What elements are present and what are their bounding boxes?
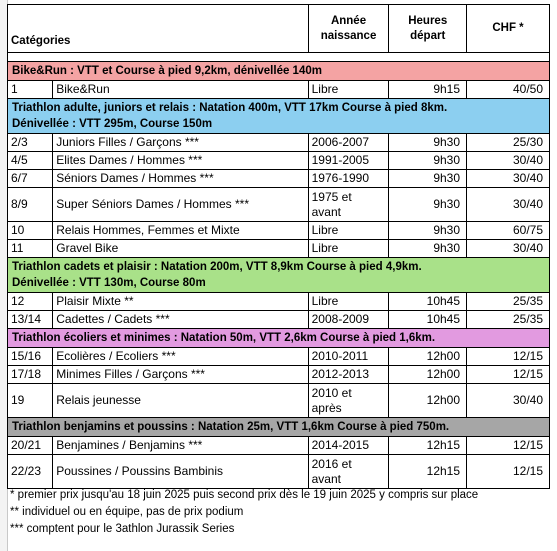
section-band — [8, 258, 550, 293]
cell-category[interactable]: Ecolières / Ecoliers *** — [53, 348, 308, 366]
cell-year[interactable] — [308, 348, 389, 366]
cell-year-line: 2014-2015 — [311, 438, 370, 452]
cell-number[interactable]: 19 — [8, 384, 53, 418]
registration-table — [7, 4, 550, 489]
cell-year[interactable] — [308, 134, 389, 152]
table-body — [8, 5, 550, 489]
table-row — [8, 134, 550, 152]
cell-time[interactable]: 12h15 — [389, 437, 467, 455]
cell-category[interactable]: Bike&Run — [53, 81, 308, 99]
cell-year-line: 2010-2011 — [311, 349, 369, 363]
cell-year-line: Libre — [311, 241, 339, 255]
cell-year[interactable] — [308, 384, 389, 418]
cell-price[interactable]: 30/40 — [467, 384, 550, 418]
cell-number[interactable]: 15/16 — [8, 348, 53, 366]
cell-category[interactable]: Super Séniors Dames / Hommes *** — [53, 188, 308, 222]
footnote-individual[interactable]: ** individuel ou en équipe, pas de prix podium — [10, 506, 244, 518]
cell-number[interactable]: 22/23 — [8, 455, 53, 489]
cell-number[interactable]: 12 — [8, 293, 53, 311]
section-title-line: Bike&Run : VTT et Course à pied 9,2km, dénivellée 140m — [12, 65, 322, 77]
cell-category[interactable]: Elites Dames / Hommes *** — [53, 152, 308, 170]
cell-category[interactable]: Benjamines / Benjamins *** — [53, 437, 308, 455]
cell-number[interactable]: 8/9 — [8, 188, 53, 222]
section-title-line: Dénivellée : VTT 130m, Course 80m — [12, 277, 206, 289]
cell-price[interactable]: 12/15 — [467, 437, 550, 455]
cell-year[interactable] — [308, 366, 389, 384]
cell-year[interactable] — [308, 240, 389, 258]
cell-year-line: avant — [311, 204, 341, 219]
cell-category[interactable]: Minimes Filles / Garçons *** — [53, 366, 308, 384]
section-title-cell[interactable] — [8, 99, 550, 134]
cell-year[interactable] — [308, 293, 389, 311]
cell-time[interactable]: 12h00 — [389, 348, 467, 366]
cell-price[interactable]: 30/40 — [467, 188, 550, 222]
cell-category[interactable]: Poussines / Poussins Bambinis — [53, 455, 308, 489]
section-title-cell[interactable] — [8, 329, 550, 348]
cell-year[interactable] — [308, 81, 389, 99]
section-title-cell[interactable] — [8, 62, 550, 81]
cell-price[interactable]: 60/75 — [467, 222, 550, 240]
cell-year-line: Libre — [311, 82, 339, 96]
table-row — [8, 81, 550, 99]
cell-category[interactable]: Relais jeunesse — [53, 384, 308, 418]
cell-time[interactable]: 9h30 — [389, 222, 467, 240]
cell-price[interactable]: 40/50 — [467, 81, 550, 99]
cell-number[interactable]: 17/18 — [8, 366, 53, 384]
cell-year-line: avant — [311, 471, 341, 486]
cell-number[interactable]: 2/3 — [8, 134, 53, 152]
cell-time[interactable]: 9h30 — [389, 188, 467, 222]
cell-time[interactable]: 9h30 — [389, 240, 467, 258]
cell-year[interactable] — [308, 455, 389, 489]
table-row — [8, 437, 550, 455]
cell-category[interactable]: Séniors Dames / Hommes *** — [53, 170, 308, 188]
cell-price[interactable]: 30/40 — [467, 170, 550, 188]
cell-price[interactable]: 25/35 — [467, 293, 550, 311]
cell-time[interactable]: 9h30 — [389, 152, 467, 170]
cell-number[interactable]: 20/21 — [8, 437, 53, 455]
table-row — [8, 293, 550, 311]
cell-year-line: 2012-2013 — [311, 367, 370, 381]
cell-year-line: après — [311, 400, 342, 415]
cell-number[interactable]: 4/5 — [8, 152, 53, 170]
cell-year-line: 2016 et — [311, 456, 352, 471]
table-row — [8, 152, 550, 170]
cell-year[interactable] — [308, 170, 389, 188]
footnotes — [10, 487, 478, 538]
cell-price[interactable]: 12/15 — [467, 455, 550, 489]
cell-number[interactable]: 6/7 — [8, 170, 53, 188]
cell-year-line: 2006-2007 — [311, 135, 370, 149]
cell-year-line: 1976-1990 — [311, 171, 370, 185]
cell-price[interactable]: 30/40 — [467, 240, 550, 258]
table-row — [8, 170, 550, 188]
section-title-cell[interactable] — [8, 418, 550, 437]
cell-year[interactable] — [308, 222, 389, 240]
cell-number[interactable]: 13/14 — [8, 311, 53, 329]
cell-time[interactable]: 10h45 — [389, 311, 467, 329]
header-category[interactable]: Catégories — [8, 5, 309, 53]
section-title-cell[interactable] — [8, 258, 550, 293]
cell-time[interactable]: 12h15 — [389, 455, 467, 489]
cell-year[interactable] — [308, 311, 389, 329]
spacer-cell[interactable] — [8, 53, 550, 62]
section-title-line: Dénivellée : VTT 295m, Course 150m — [12, 118, 213, 130]
cell-price[interactable]: 12/15 — [467, 366, 550, 384]
section-band — [8, 418, 550, 437]
spacer-row — [8, 53, 550, 62]
section-title-line: Triathlon adulte, juniors et relais : Natation 400m, VTT 17km Course à pied 8km. — [12, 102, 448, 114]
header-time-line2: départ — [410, 29, 446, 42]
section-band — [8, 62, 550, 81]
header-year-line2: naissance — [320, 29, 377, 42]
cell-year-line: 1991-2005 — [311, 153, 370, 167]
header-time-line1: Heures — [408, 14, 448, 27]
table-row — [8, 222, 550, 240]
cell-time[interactable]: 10h45 — [389, 293, 467, 311]
cell-category[interactable]: Relais Hommes, Femmes et Mixte — [53, 222, 308, 240]
header-year-line1: Année — [330, 14, 367, 27]
cell-number[interactable]: 10 — [8, 222, 53, 240]
header-year[interactable] — [308, 5, 389, 53]
section-title-line: Triathlon écoliers et minimes : Natation 50m, VTT 2,6km Course à pied 1,6km. — [12, 332, 436, 344]
cell-price[interactable]: 30/40 — [467, 152, 550, 170]
cell-category[interactable]: Cadettes / Cadets *** — [53, 311, 308, 329]
cell-number[interactable]: 1 — [8, 81, 53, 99]
cell-year-line: 1975 et — [311, 189, 352, 204]
cell-year[interactable] — [308, 188, 389, 222]
table-row — [8, 348, 550, 366]
table-row — [8, 188, 550, 222]
footnote-series[interactable]: *** comptent pour le 3athlon Jurassik Series — [10, 523, 235, 535]
table-row — [8, 240, 550, 258]
cell-category[interactable]: Juniors Filles / Garçons *** — [53, 134, 308, 152]
cell-time[interactable]: 12h00 — [389, 366, 467, 384]
cell-time[interactable]: 12h00 — [389, 384, 467, 418]
table-row — [8, 455, 550, 489]
section-band — [8, 329, 550, 348]
cell-year-line: 2008-2009 — [311, 312, 370, 326]
header-time[interactable] — [389, 5, 467, 53]
cell-year-line: 2010 et — [311, 385, 352, 400]
cell-category[interactable]: Plaisir Mixte ** — [53, 293, 308, 311]
cell-year[interactable] — [308, 152, 389, 170]
cell-time[interactable]: 9h15 — [389, 81, 467, 99]
cell-price[interactable]: 25/30 — [467, 134, 550, 152]
cell-number[interactable]: 11 — [8, 240, 53, 258]
cell-year-line: Libre — [311, 294, 339, 308]
cell-year-line: Libre — [311, 223, 339, 237]
section-title-line: Triathlon cadets et plaisir : Natation 200m, VTT 8,9km Course à pied 4,9km. — [12, 261, 422, 273]
cell-price[interactable]: 25/35 — [467, 311, 550, 329]
cell-price[interactable]: 12/15 — [467, 348, 550, 366]
cell-time[interactable]: 9h30 — [389, 134, 467, 152]
footnote-price[interactable]: * premier prix jusqu'au 18 juin 2025 puis second prix dès le 19 juin 2025 y compris sur place — [10, 489, 479, 501]
table-row — [8, 311, 550, 329]
table-row — [8, 366, 550, 384]
table-row — [8, 384, 550, 418]
section-band — [8, 99, 550, 134]
header-row — [8, 5, 550, 53]
section-title-line: Triathlon benjamins et poussins : Natation 25m, VTT 1,6km Course à pied 750m. — [12, 421, 450, 433]
cell-year[interactable] — [308, 437, 389, 455]
header-price[interactable]: CHF * — [467, 5, 550, 53]
cell-time[interactable]: 9h30 — [389, 170, 467, 188]
cell-category[interactable]: Gravel Bike — [53, 240, 308, 258]
